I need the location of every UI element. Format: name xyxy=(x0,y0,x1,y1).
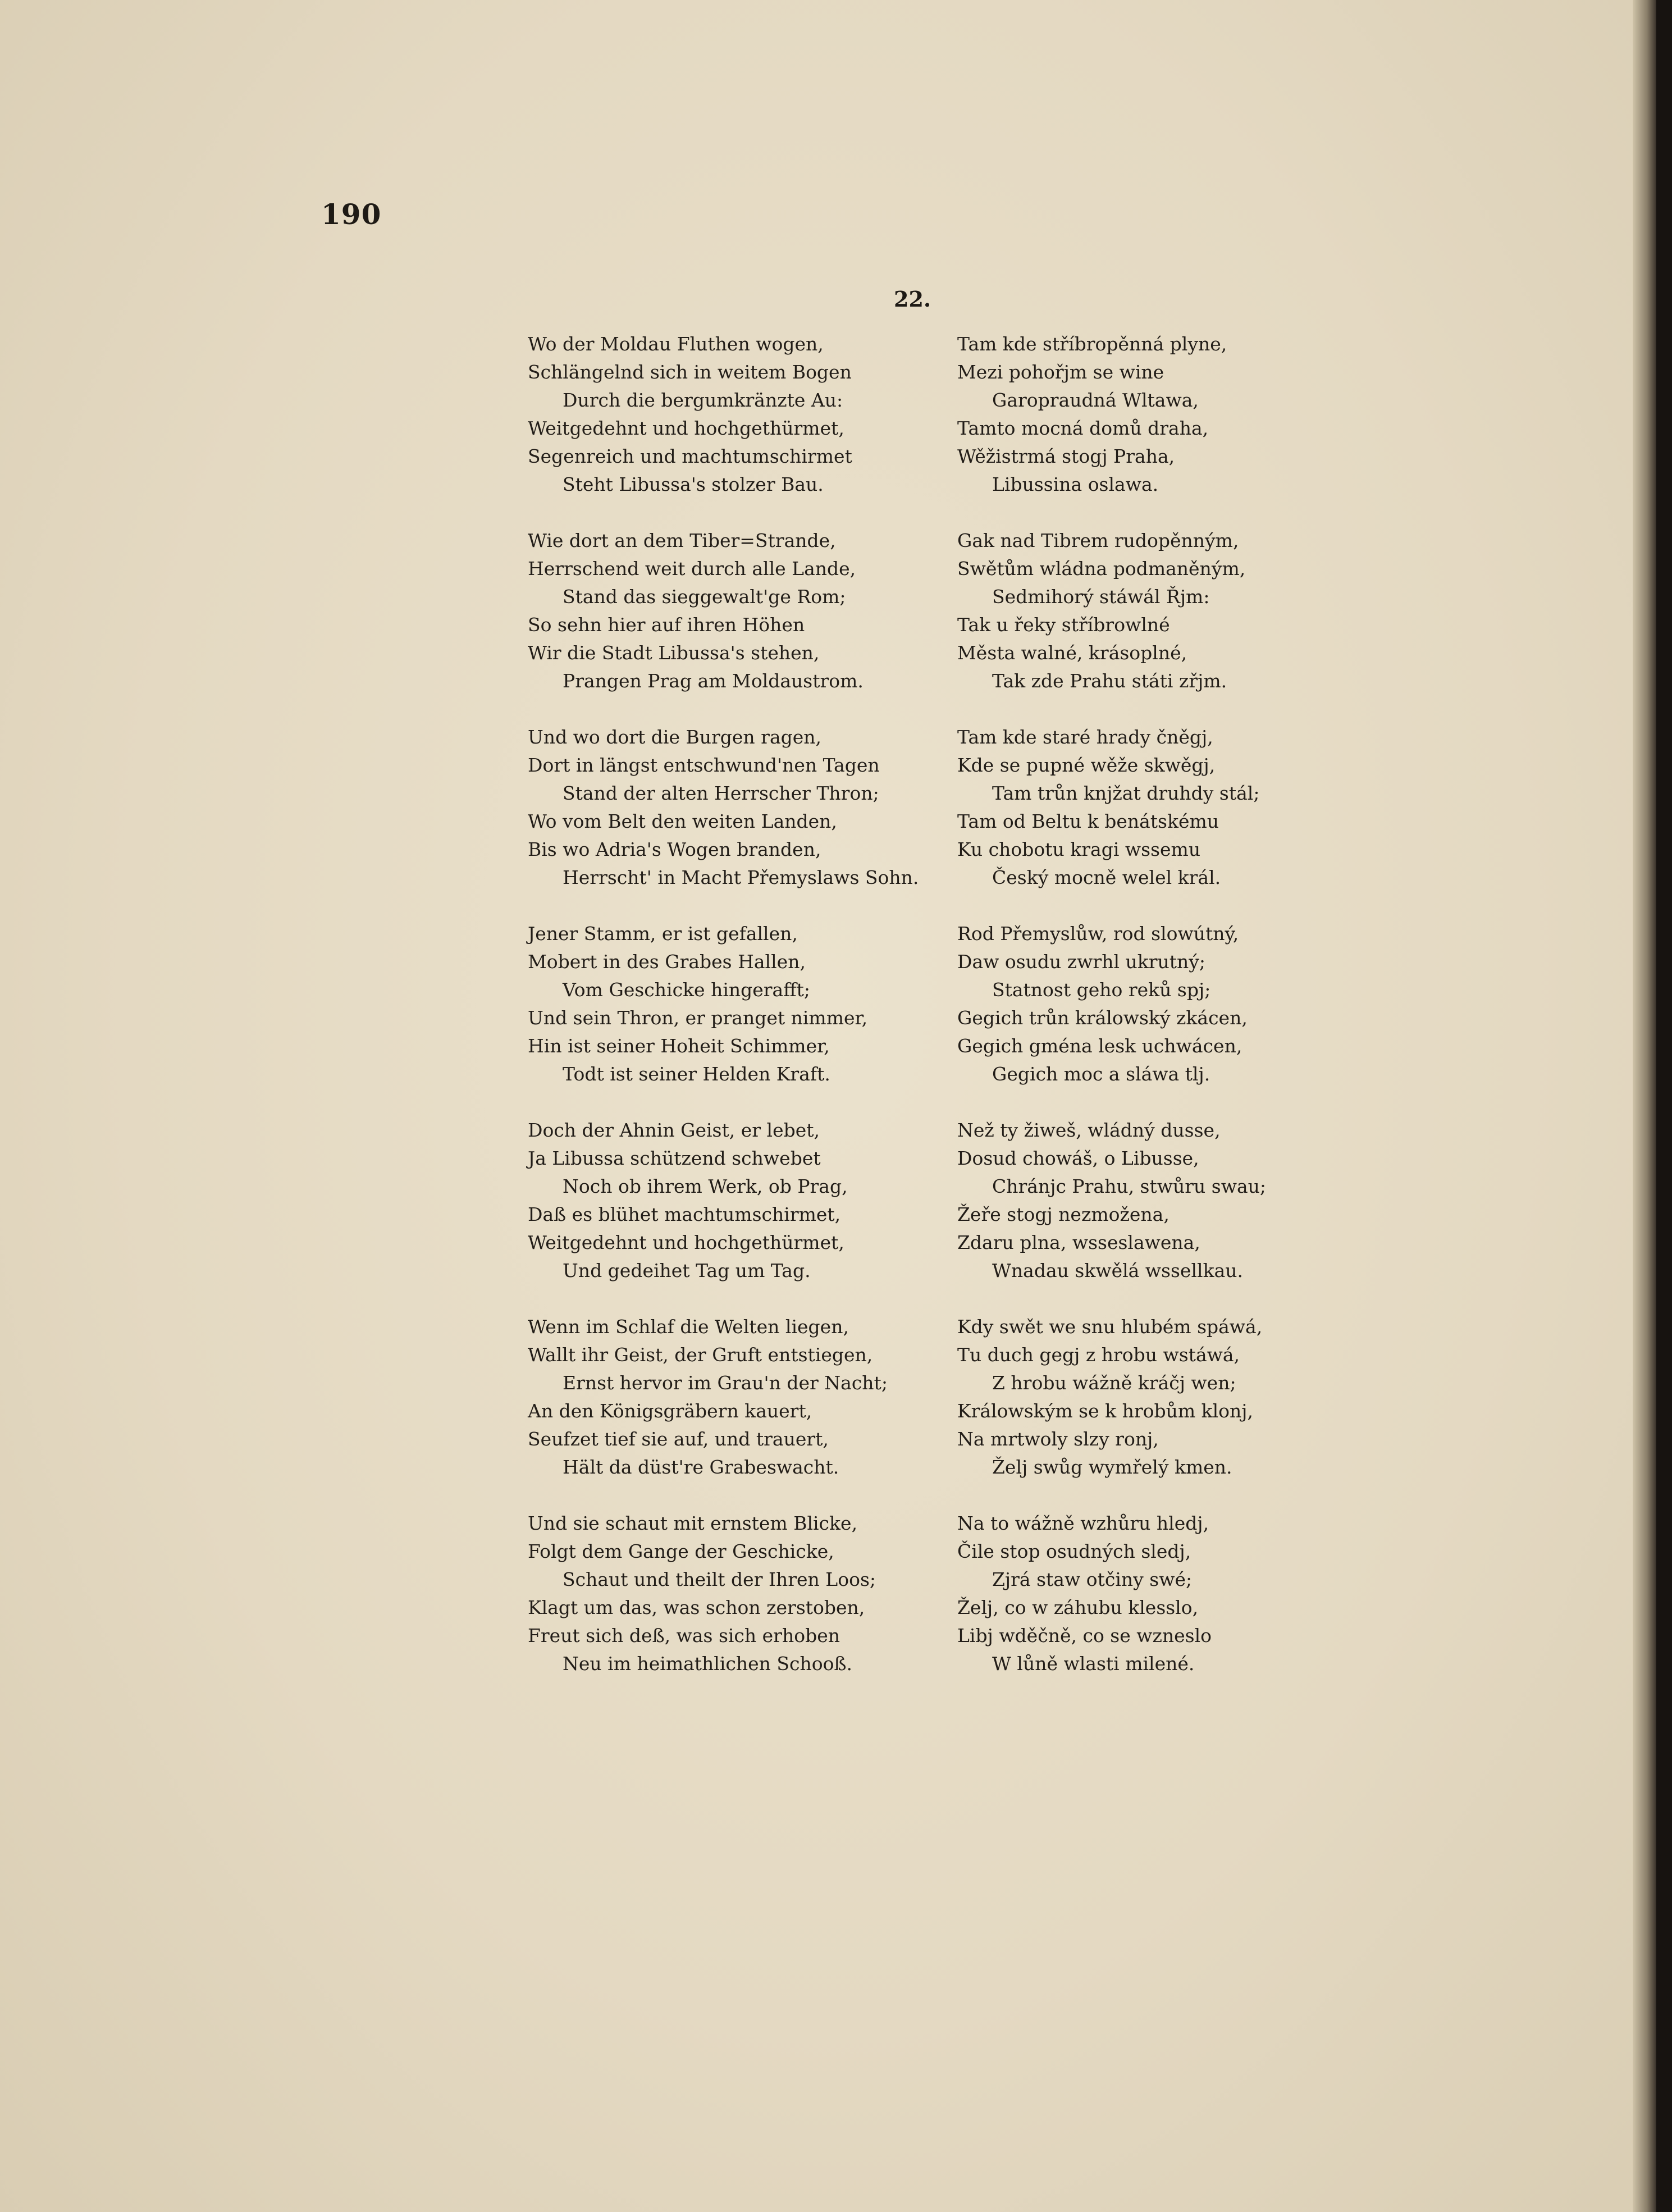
czech-verse-line: Tu duch gegj z hrobu wstáwá, xyxy=(957,1344,1240,1366)
german-verse-line: Und sie schaut mit ernstem Blicke, xyxy=(528,1512,858,1534)
czech-verse-line: Chránjc Prahu, stwůru swau; xyxy=(992,1175,1266,1197)
czech-verse-line: Tam kde staré hrady čněgj, xyxy=(957,726,1213,748)
german-verse-line: Jener Stamm, er ist gefallen, xyxy=(528,923,798,945)
czech-stanza xyxy=(957,1509,1272,1706)
czech-stanza xyxy=(957,920,1272,1116)
german-verse-line: Todt ist seiner Helden Kraft. xyxy=(563,1063,830,1085)
german-verse-line: Hält da düst're Grabeswacht. xyxy=(563,1456,839,1478)
german-verse-line: Hin ist seiner Hoheit Schimmer, xyxy=(528,1035,830,1057)
german-verse-line: Freut sich deß, was sich erhoben xyxy=(528,1625,840,1647)
german-stanza xyxy=(528,527,954,723)
czech-stanza xyxy=(957,723,1272,920)
german-verse-line: Folgt dem Gange der Geschicke, xyxy=(528,1540,834,1562)
german-verse-line: Prangen Prag am Moldaustrom. xyxy=(563,670,864,692)
czech-verse-line: Gegich moc a sláwa tlj. xyxy=(992,1063,1210,1085)
czech-verse-line: Garopraudná Wltawa, xyxy=(992,389,1199,411)
german-verse-line: Stand der alten Herrscher Thron; xyxy=(563,782,879,804)
czech-verse-line: Z hrobu wážně kráčj wen; xyxy=(992,1372,1236,1394)
german-verse-line: Schaut und theilt der Ihren Loos; xyxy=(563,1568,876,1590)
czech-verse-line: Dosud chowáš, o Libusse, xyxy=(957,1147,1199,1169)
german-verse-line: Ernst hervor im Grau'n der Nacht; xyxy=(563,1372,888,1394)
german-verse-line: Wie dort an dem Tiber=Strande, xyxy=(528,530,836,551)
german-verse-line: Dort in längst entschwund'nen Tagen xyxy=(528,754,880,776)
czech-verse-line: Wěžistrmá stogj Praha, xyxy=(957,445,1175,467)
czech-verse-line: Swětům wládna podmaněným, xyxy=(957,558,1246,580)
german-verse-line: Steht Libussa's stolzer Bau. xyxy=(563,473,824,495)
czech-verse-line: Města walné, krásoplné, xyxy=(957,642,1187,664)
german-verse-line: Wenn im Schlaf die Welten liegen, xyxy=(528,1316,849,1338)
book-spine-shadow xyxy=(1633,0,1656,2212)
german-stanza xyxy=(528,723,954,920)
czech-verse-line: Statnost geho reků spj; xyxy=(992,979,1211,1001)
german-verse-line: Herrscht' in Macht Přemyslaws Sohn. xyxy=(563,866,919,888)
german-verse-line: Herrschend weit durch alle Lande, xyxy=(528,558,856,580)
german-verse-line: Stand das sieggewalt'ge Rom; xyxy=(563,586,846,608)
german-verse-line: Vom Geschicke hingerafft; xyxy=(563,979,811,1001)
german-verse-line: So sehn hier auf ihren Höhen xyxy=(528,614,805,636)
czech-stanza xyxy=(957,1116,1272,1313)
czech-verse-line: W lůně wlasti milené. xyxy=(992,1653,1195,1675)
german-stanza xyxy=(528,330,954,527)
czech-verse-line: Na mrtwoly slzy ronj, xyxy=(957,1428,1159,1450)
czech-verse-line: Tam kde stříbropěnná plyne, xyxy=(957,333,1227,355)
german-stanza xyxy=(528,1509,954,1706)
german-verse-line: Daß es blühet machtumschirmet, xyxy=(528,1203,841,1225)
czech-verse-line: Želj, co w záhubu klesslo, xyxy=(957,1597,1199,1618)
czech-verse-line: Tamto mocná domů draha, xyxy=(957,417,1209,439)
czech-verse-line: Český mocně welel král. xyxy=(992,866,1221,888)
czech-stanza xyxy=(957,527,1272,723)
czech-verse-line: Než ty žiweš, wládný dusse, xyxy=(957,1119,1221,1141)
german-verse-line: Weitgedehnt und hochgethürmet, xyxy=(528,1232,844,1253)
poem-number: 22. xyxy=(894,286,931,312)
czech-stanza xyxy=(957,330,1272,527)
czech-verse-line: Tam trůn knjžat druhdy stál; xyxy=(992,782,1260,804)
german-verse-line: Durch die bergumkränzte Au: xyxy=(563,389,843,411)
czech-verse-line: Libj wděčně, co se wzneslo xyxy=(957,1625,1212,1647)
german-verse-line: Neu im heimathlichen Schooß. xyxy=(563,1653,853,1675)
czech-verse-line: Zjrá staw otčiny swé; xyxy=(992,1568,1193,1590)
german-verse-line: Noch ob ihrem Werk, ob Prag, xyxy=(563,1175,848,1197)
czech-verse-line: Mezi pohořjm se wine xyxy=(957,361,1164,383)
german-verse-line: Und gedeihet Tag um Tag. xyxy=(563,1260,811,1281)
czech-poem-column xyxy=(957,330,1272,1706)
german-stanza xyxy=(528,920,954,1116)
czech-verse-line: Rod Přemyslůw, rod slowútný, xyxy=(957,923,1239,945)
german-verse-line: Wir die Stadt Libussa's stehen, xyxy=(528,642,820,664)
german-verse-line: Seufzet tief sie auf, und trauert, xyxy=(528,1428,829,1450)
czech-verse-line: Gegich gména lesk uchwácen, xyxy=(957,1035,1242,1057)
czech-verse-line: Kdy swět we snu hlubém spáwá, xyxy=(957,1316,1263,1338)
czech-verse-line: Wnadau skwělá wssellkau. xyxy=(992,1260,1243,1281)
german-verse-line: Doch der Ahnin Geist, er lebet, xyxy=(528,1119,820,1141)
german-verse-line: Bis wo Adria's Wogen branden, xyxy=(528,838,821,860)
czech-verse-line: Želj swůg wymřelý kmen. xyxy=(992,1456,1232,1478)
czech-verse-line: Sedmihorý stáwál Řjm: xyxy=(992,586,1210,608)
german-verse-line: Mobert in des Grabes Hallen, xyxy=(528,951,806,973)
german-verse-line: Und sein Thron, er pranget nimmer, xyxy=(528,1007,868,1029)
german-stanza xyxy=(528,1116,954,1313)
page-number: 190 xyxy=(321,198,382,231)
czech-verse-line: Gak nad Tibrem rudopěnným, xyxy=(957,530,1239,551)
czech-stanza xyxy=(957,1313,1272,1509)
german-verse-line: Ja Libussa schützend schwebet xyxy=(528,1147,821,1169)
german-verse-line: Segenreich und machtumschirmet xyxy=(528,445,852,467)
german-verse-line: Wallt ihr Geist, der Gruft entstiegen, xyxy=(528,1344,873,1366)
german-verse-line: Klagt um das, was schon zerstoben, xyxy=(528,1597,865,1618)
german-verse-line: Schlängelnd sich in weitem Bogen xyxy=(528,361,852,383)
german-verse-line: Wo der Moldau Fluthen wogen, xyxy=(528,333,824,355)
czech-verse-line: Ku chobotu kragi wssemu xyxy=(957,838,1201,860)
czech-verse-line: Králowským se k hrobům klonj, xyxy=(957,1400,1254,1422)
czech-verse-line: Tak u řeky stříbrowlné xyxy=(957,614,1170,636)
german-verse-line: Und wo dort die Burgen ragen, xyxy=(528,726,822,748)
czech-verse-line: Daw osudu zwrhl ukrutný; xyxy=(957,951,1206,973)
german-verse-line: An den Königsgräbern kauert, xyxy=(528,1400,812,1422)
german-stanza xyxy=(528,1313,954,1509)
czech-verse-line: Žeře stogj nezmožena, xyxy=(957,1203,1170,1225)
czech-verse-line: Zdaru plna, wsseslawena, xyxy=(957,1232,1200,1253)
german-verse-line: Wo vom Belt den weiten Landen, xyxy=(528,810,837,832)
czech-verse-line: Kde se pupné wěže skwěgj, xyxy=(957,754,1216,776)
czech-verse-line: Tam od Beltu k benátskému xyxy=(957,810,1219,832)
czech-verse-line: Gegich trůn králowský zkácen, xyxy=(957,1007,1248,1029)
german-verse-line: Weitgedehnt und hochgethürmet, xyxy=(528,417,844,439)
german-poem-column xyxy=(528,330,954,1706)
czech-verse-line: Čile stop osudných sledj, xyxy=(957,1540,1191,1562)
czech-verse-line: Libussina oslawa. xyxy=(992,473,1159,495)
czech-verse-line: Tak zde Prahu státi zřjm. xyxy=(992,670,1227,692)
czech-verse-line: Na to wážně wzhůru hledj, xyxy=(957,1512,1209,1534)
